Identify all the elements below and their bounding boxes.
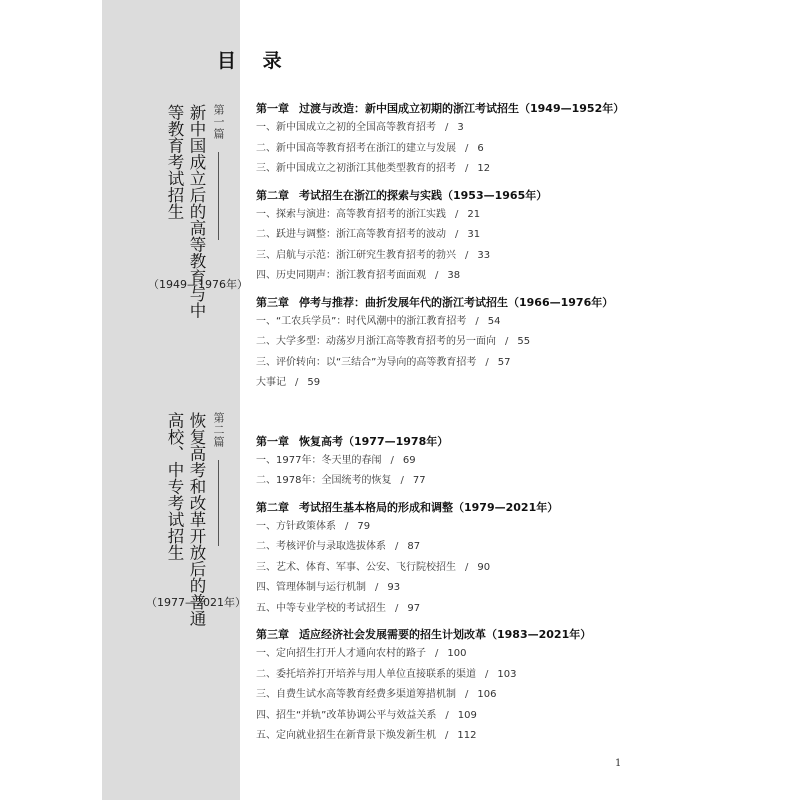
toc-entry[interactable] — [256, 558, 776, 579]
page-number: 1 — [615, 758, 622, 769]
entry-page: 59 — [307, 377, 321, 388]
entry-title: 三、新中国成立之初浙江其他类型教育的招考 — [256, 163, 456, 174]
part-title-line-1: 恢复高考和改革开放后的普通 — [187, 412, 206, 627]
chapter-number: 第三章 — [256, 628, 289, 641]
entry-title: 一、新中国成立之初的全国高等教育招考 — [256, 122, 436, 133]
toc-entry[interactable] — [256, 599, 776, 620]
chapter-title: 停考与推荐：曲折发展年代的浙江考试招生（1966—1976年） — [299, 295, 614, 309]
entry-page: 100 — [447, 648, 467, 659]
entry-separator: / — [485, 668, 489, 680]
entry-separator: / — [435, 648, 439, 659]
chapter-number: 第三章 — [256, 295, 289, 309]
chapter-title: 过渡与改造：新中国成立初期的浙江考试招生（1949—1952年） — [299, 102, 625, 115]
chapter — [256, 432, 776, 492]
part-title-line-2: 等教育考试招生 — [165, 104, 184, 220]
toc-entry[interactable] — [256, 706, 776, 727]
chapter-heading[interactable] — [256, 186, 776, 205]
entry-separator: / — [465, 142, 469, 154]
toc-entry[interactable] — [256, 517, 776, 538]
entry-separator: / — [485, 356, 489, 368]
entry-page: 93 — [387, 582, 401, 593]
toc-entry[interactable] — [256, 644, 776, 665]
chapter-title: 考试招生在浙江的探索与实践（1953—1965年） — [299, 188, 548, 202]
entry-title: 五、定向就业招生在新背景下焕发新生机 — [256, 730, 436, 741]
chapter-title: 恢复高考（1977—1978年） — [299, 434, 449, 448]
entry-separator: / — [390, 454, 394, 466]
chapter-number: 第二章 — [256, 500, 289, 514]
entry-title: 二、1978年：全国统考的恢复 — [256, 475, 392, 486]
page-title: 目 录 — [217, 50, 292, 72]
entry-title: 四、历史同期声：浙江教育招考面面观 — [256, 270, 426, 281]
entry-title: 二、委托培养打开培养与用人单位直接联系的渠道 — [256, 668, 476, 680]
toc-list — [256, 99, 776, 747]
chapter-title: 适应经济社会发展需要的招生计划改革（1983—2021年） — [299, 628, 592, 641]
entry-separator: / — [375, 582, 379, 593]
part-label: 第二篇 — [212, 412, 225, 448]
entry-title: 三、评价转向：以“三结合”为导向的高等教育招考 — [256, 356, 477, 368]
chapter-number: 第一章 — [256, 102, 289, 115]
entry-title: 五、中等专业学校的考试招生 — [256, 602, 386, 614]
entry-title: 四、管理体制与运行机制 — [256, 582, 366, 593]
toc-entry[interactable] — [256, 266, 776, 287]
entry-page: 38 — [447, 270, 461, 281]
chapter — [256, 99, 776, 180]
entry-title: 一、“工农兵学员”：时代风潮中的浙江教育招考 — [256, 315, 467, 327]
part-title-line-2: 高校、中专考试招生 — [165, 412, 184, 561]
entry-page: 87 — [407, 541, 421, 552]
entry-title: 一、定向招生打开人才通向农村的路子 — [256, 648, 426, 659]
part-label: 第一篇 — [212, 104, 225, 140]
entry-separator: / — [345, 520, 349, 532]
entry-page: 6 — [477, 142, 484, 154]
entry-separator: / — [455, 229, 459, 240]
entry-page: 79 — [357, 520, 371, 532]
part-divider — [218, 152, 219, 240]
toc-entry[interactable] — [256, 312, 776, 333]
entry-page: 31 — [467, 229, 481, 240]
entry-separator: / — [455, 208, 459, 220]
entry-page: 57 — [497, 356, 511, 368]
entry-page: 3 — [457, 122, 464, 133]
toc-entry[interactable] — [256, 726, 776, 747]
toc-entry[interactable] — [256, 373, 776, 394]
entry-title: 一、1977年：冬天里的春闱 — [256, 454, 382, 466]
toc-entry[interactable] — [256, 685, 776, 706]
entry-title: 二、新中国高等教育招考在浙江的建立与发展 — [256, 142, 456, 154]
entry-page: 21 — [467, 208, 481, 220]
toc-entry[interactable] — [256, 225, 776, 246]
entry-page: 55 — [517, 336, 531, 347]
entry-separator: / — [445, 122, 449, 133]
entry-separator: / — [475, 315, 479, 327]
chapter — [256, 293, 776, 394]
toc-entry[interactable] — [256, 665, 776, 686]
chapter-heading[interactable] — [256, 293, 776, 312]
chapter-heading[interactable] — [256, 625, 776, 644]
entry-separator: / — [465, 163, 469, 174]
entry-separator: / — [465, 249, 469, 261]
chapter-number: 第一章 — [256, 434, 289, 448]
entry-separator: / — [465, 689, 469, 700]
entry-separator: / — [295, 377, 299, 388]
entry-separator: / — [445, 730, 449, 741]
part-divider — [218, 460, 219, 546]
entry-page: 90 — [477, 561, 491, 573]
entry-title: 三、启航与示范：浙江研究生教育招考的勃兴 — [256, 249, 456, 261]
chapter-heading[interactable] — [256, 99, 776, 118]
entry-title: 三、自费生试水高等教育经费多渠道筹措机制 — [256, 689, 456, 700]
left-margin — [0, 0, 102, 800]
chapter — [256, 625, 776, 747]
entry-title: 二、跃进与调整：浙江高等教育招考的波动 — [256, 229, 446, 240]
chapter-heading[interactable] — [256, 498, 776, 517]
entry-separator: / — [435, 270, 439, 281]
part-years: （1977—2021年） — [146, 596, 246, 609]
entry-title: 三、艺术、体育、军事、公安、飞行院校招生 — [256, 561, 456, 573]
chapter-heading[interactable] — [256, 432, 776, 451]
entry-title: 二、大学多型：动荡岁月浙江高等教育招考的另一面向 — [256, 336, 496, 347]
entry-separator: / — [445, 709, 449, 721]
entry-separator: / — [400, 475, 404, 486]
toc-entry[interactable] — [256, 451, 776, 472]
entry-separator: / — [465, 561, 469, 573]
chapter-number: 第二章 — [256, 188, 289, 202]
toc-entry[interactable] — [256, 353, 776, 374]
entry-page: 106 — [477, 689, 497, 700]
entry-page: 12 — [477, 163, 491, 174]
entry-separator: / — [395, 541, 399, 552]
entry-title: 一、探索与演进：高等教育招考的浙江实践 — [256, 208, 446, 220]
chapter — [256, 498, 776, 620]
entry-page: 69 — [402, 454, 416, 466]
entry-page: 97 — [407, 602, 421, 614]
entry-title: 一、方针政策体系 — [256, 520, 336, 532]
toc-entry[interactable] — [256, 246, 776, 267]
toc-entry[interactable] — [256, 139, 776, 160]
part-years: （1949—1976年） — [148, 278, 248, 291]
toc-entry[interactable] — [256, 578, 776, 599]
toc-entry[interactable] — [256, 537, 776, 558]
part-title-line-1: 新中国成立后的高等教育与中 — [187, 104, 206, 319]
entry-separator: / — [505, 336, 509, 347]
entry-separator: / — [395, 602, 399, 614]
toc-entry[interactable] — [256, 118, 776, 139]
toc-entry[interactable] — [256, 159, 776, 180]
entry-page: 112 — [457, 730, 477, 741]
chapter — [256, 186, 776, 287]
toc-entry[interactable] — [256, 471, 776, 492]
entry-page: 33 — [477, 249, 491, 261]
entry-page: 54 — [487, 315, 501, 327]
entry-title: 四、招生“并轨”改革协调公平与效益关系 — [256, 709, 437, 721]
toc-entry[interactable] — [256, 332, 776, 353]
entry-page: 103 — [497, 668, 517, 680]
chapter-title: 考试招生基本格局的形成和调整（1979—2021年） — [299, 500, 559, 514]
entry-title: 大事记 — [256, 377, 286, 388]
entry-page: 109 — [457, 709, 477, 721]
entry-page: 77 — [412, 475, 426, 486]
entry-title: 二、考核评价与录取选拔体系 — [256, 541, 386, 552]
toc-entry[interactable] — [256, 205, 776, 226]
